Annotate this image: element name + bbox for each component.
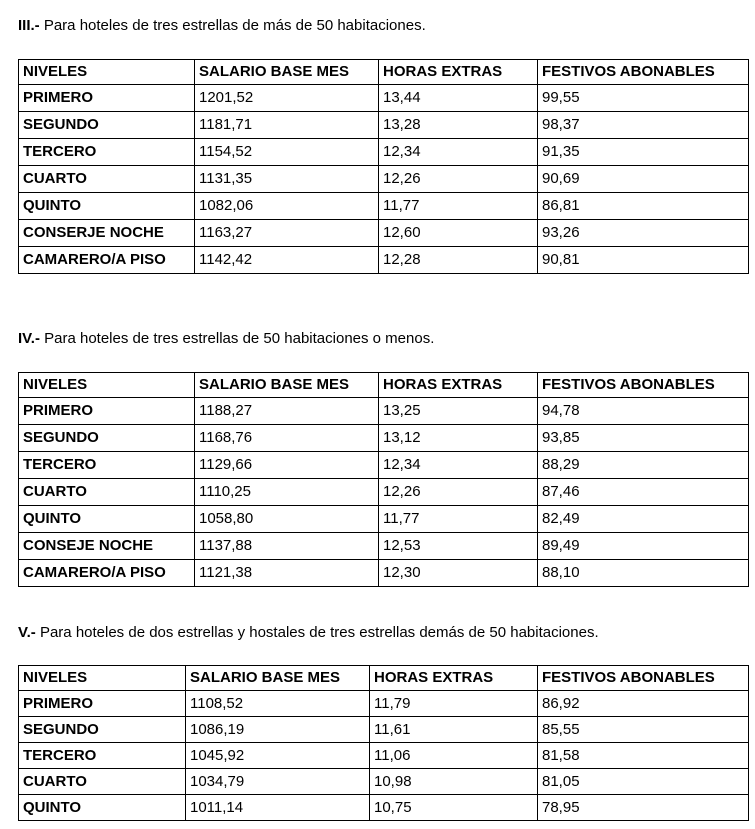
column-header: HORAS EXTRAS: [379, 60, 538, 85]
table-row: [19, 193, 749, 220]
value-cell: 11,79: [370, 691, 538, 717]
value-cell: 13,28: [379, 112, 538, 139]
level-cell: QUINTO: [19, 795, 186, 821]
level-cell: SEGUNDO: [19, 717, 186, 743]
value-cell: 1086,19: [186, 717, 370, 743]
value-cell: 12,34: [379, 452, 538, 479]
level-cell: PRIMERO: [19, 691, 186, 717]
value-cell: 81,58: [538, 743, 749, 769]
section-v-heading: [18, 624, 599, 641]
section-v-prefix: V.-: [18, 624, 36, 641]
table-row: [19, 479, 749, 506]
table-row: [19, 691, 749, 717]
value-cell: 12,60: [379, 220, 538, 247]
table-row: [19, 506, 749, 533]
value-cell: 12,28: [379, 247, 538, 274]
table-row: [19, 769, 749, 795]
table-row: [19, 425, 749, 452]
value-cell: 88,29: [538, 452, 749, 479]
value-cell: 90,69: [538, 166, 749, 193]
value-cell: 99,55: [538, 85, 749, 112]
table-row: [19, 112, 749, 139]
column-header: HORAS EXTRAS: [370, 666, 538, 691]
value-cell: 12,30: [379, 560, 538, 587]
table-row: [19, 452, 749, 479]
level-cell: SEGUNDO: [19, 425, 195, 452]
value-cell: 82,49: [538, 506, 749, 533]
table-row: [19, 247, 749, 274]
table-section-iii: [18, 59, 749, 274]
value-cell: 1137,88: [195, 533, 379, 560]
value-cell: 10,98: [370, 769, 538, 795]
table-section-iv: [18, 372, 749, 587]
column-header: SALARIO BASE MES: [195, 373, 379, 398]
value-cell: 93,85: [538, 425, 749, 452]
value-cell: 10,75: [370, 795, 538, 821]
table-row: [19, 398, 749, 425]
value-cell: 11,77: [379, 506, 538, 533]
table-header-row: [19, 373, 749, 398]
column-header: FESTIVOS ABONABLES: [538, 666, 749, 691]
table-row: [19, 220, 749, 247]
value-cell: 1188,27: [195, 398, 379, 425]
section-iv-heading: [18, 330, 434, 347]
level-cell: CUARTO: [19, 769, 186, 795]
section-iii-heading: [18, 17, 426, 34]
value-cell: 1154,52: [195, 139, 379, 166]
value-cell: 81,05: [538, 769, 749, 795]
value-cell: 13,12: [379, 425, 538, 452]
column-header: SALARIO BASE MES: [195, 60, 379, 85]
level-cell: CONSEJE NOCHE: [19, 533, 195, 560]
column-header: HORAS EXTRAS: [379, 373, 538, 398]
value-cell: 13,25: [379, 398, 538, 425]
value-cell: 85,55: [538, 717, 749, 743]
table-row: [19, 139, 749, 166]
level-cell: CAMARERO/A PISO: [19, 247, 195, 274]
value-cell: 93,26: [538, 220, 749, 247]
value-cell: 1181,71: [195, 112, 379, 139]
table-row: [19, 743, 749, 769]
value-cell: 1201,52: [195, 85, 379, 112]
value-cell: 11,06: [370, 743, 538, 769]
value-cell: 86,92: [538, 691, 749, 717]
value-cell: 1110,25: [195, 479, 379, 506]
level-cell: PRIMERO: [19, 398, 195, 425]
level-cell: QUINTO: [19, 193, 195, 220]
level-cell: QUINTO: [19, 506, 195, 533]
value-cell: 1082,06: [195, 193, 379, 220]
column-header: NIVELES: [19, 60, 195, 85]
value-cell: 1163,27: [195, 220, 379, 247]
level-cell: SEGUNDO: [19, 112, 195, 139]
level-cell: PRIMERO: [19, 85, 195, 112]
value-cell: 90,81: [538, 247, 749, 274]
column-header: NIVELES: [19, 666, 186, 691]
value-cell: 1168,76: [195, 425, 379, 452]
level-cell: CUARTO: [19, 479, 195, 506]
section-iii-text: Para hoteles de tres estrellas de más de 50 habitaciones.: [39, 17, 426, 34]
level-cell: CONSERJE NOCHE: [19, 220, 195, 247]
table-section-v: [18, 665, 749, 821]
value-cell: 1131,35: [195, 166, 379, 193]
table-header-row: [19, 666, 749, 691]
value-cell: 78,95: [538, 795, 749, 821]
table-row: [19, 560, 749, 587]
value-cell: 13,44: [379, 85, 538, 112]
value-cell: 11,61: [370, 717, 538, 743]
table-row: [19, 717, 749, 743]
value-cell: 88,10: [538, 560, 749, 587]
level-cell: TERCERO: [19, 743, 186, 769]
value-cell: 1108,52: [186, 691, 370, 717]
section-iv-prefix: IV.-: [18, 330, 40, 347]
value-cell: 1121,38: [195, 560, 379, 587]
value-cell: 1142,42: [195, 247, 379, 274]
level-cell: CUARTO: [19, 166, 195, 193]
value-cell: 1034,79: [186, 769, 370, 795]
value-cell: 12,26: [379, 166, 538, 193]
value-cell: 12,53: [379, 533, 538, 560]
value-cell: 87,46: [538, 479, 749, 506]
value-cell: 1045,92: [186, 743, 370, 769]
level-cell: TERCERO: [19, 452, 195, 479]
value-cell: 89,49: [538, 533, 749, 560]
table-row: [19, 85, 749, 112]
table-header-row: [19, 60, 749, 85]
table-row: [19, 533, 749, 560]
level-cell: TERCERO: [19, 139, 195, 166]
level-cell: CAMARERO/A PISO: [19, 560, 195, 587]
table-row: [19, 795, 749, 821]
column-header: SALARIO BASE MES: [186, 666, 370, 691]
column-header: FESTIVOS ABONABLES: [538, 373, 749, 398]
section-v-text: Para hoteles de dos estrellas y hostales de tres estrellas demás de 50 habitaciones.: [35, 624, 599, 641]
value-cell: 91,35: [538, 139, 749, 166]
value-cell: 86,81: [538, 193, 749, 220]
value-cell: 98,37: [538, 112, 749, 139]
value-cell: 1058,80: [195, 506, 379, 533]
value-cell: 11,77: [379, 193, 538, 220]
column-header: NIVELES: [19, 373, 195, 398]
table-row: [19, 166, 749, 193]
value-cell: 12,34: [379, 139, 538, 166]
section-iv-text: Para hoteles de tres estrellas de 50 habitaciones o menos.: [39, 330, 435, 347]
column-header: FESTIVOS ABONABLES: [538, 60, 749, 85]
value-cell: 94,78: [538, 398, 749, 425]
value-cell: 12,26: [379, 479, 538, 506]
value-cell: 1011,14: [186, 795, 370, 821]
section-iii-prefix: III.-: [18, 17, 40, 34]
value-cell: 1129,66: [195, 452, 379, 479]
